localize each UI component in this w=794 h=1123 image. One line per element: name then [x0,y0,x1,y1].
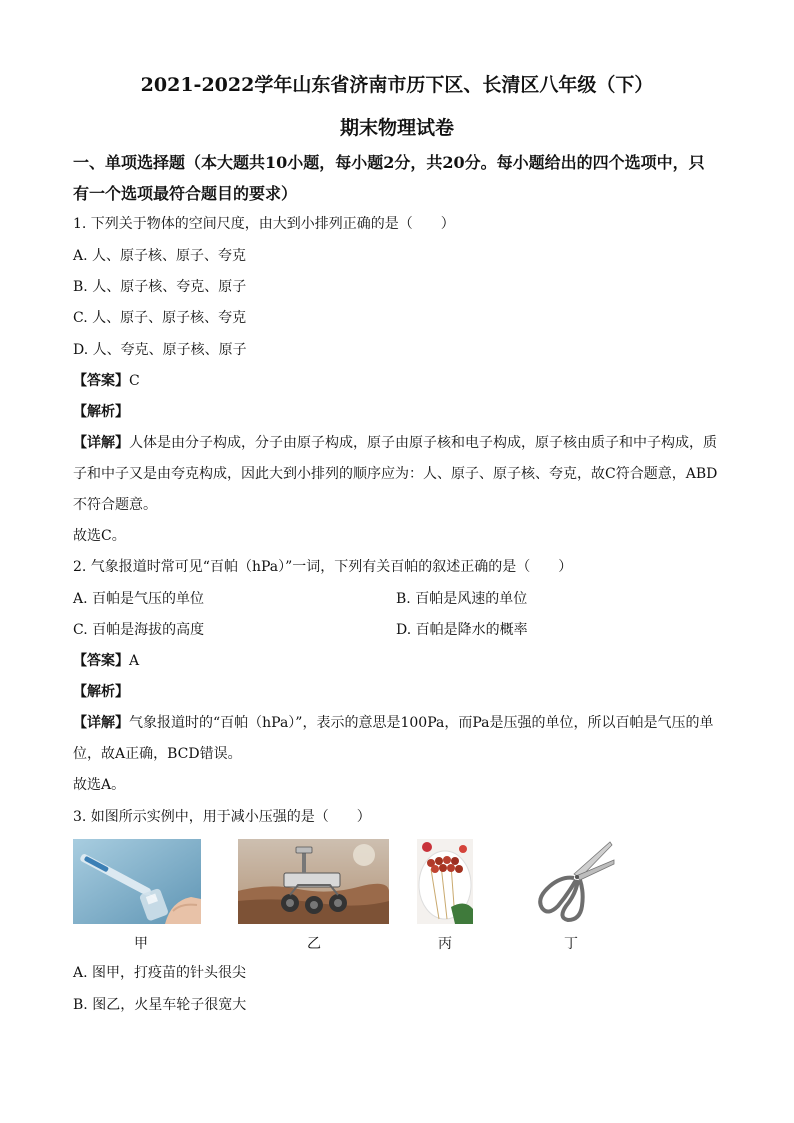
detail-tag: 【详解】 [73,715,129,731]
q1-option-b: B. 人、原子核、夸克、原子 [73,279,247,295]
q1-option-c: C. 人、原子、原子核、夸克 [73,310,247,326]
q2-option-d: D. 百帕是降水的概率 [396,622,528,638]
analysis-tag: 【解析】 [73,684,129,700]
image-caption-yi: 乙 [307,936,321,952]
section-heading-line2: 有一个选项最符合题目的要求） [73,184,298,203]
q3-option-b: B. 图乙，火星车轮子很宽大 [73,997,247,1013]
detail-text: 气象报道时的“百帕（hPa）”，表示的意思是100Pa，而Pa是压强的单位，所以百帕是气压的单 [129,715,714,731]
q1-analysis-tag [73,401,129,421]
q3-option-a: A. 图甲，打疫苗的针头很尖 [73,965,247,981]
detail-tag: 【详解】 [73,435,129,451]
scissors-image [528,836,618,926]
q1-detail-line1 [73,432,717,452]
vaccine-syringe-image [73,839,201,924]
q3-stem: 3. 如图所示实例中，用于减小压强的是（ ） [73,809,371,825]
q1-option-a: A. 人、原子核、原子、夸克 [73,248,247,264]
q2-option-a: A. 百帕是气压的单位 [73,591,205,607]
q1-stem: 1. 下列关于物体的空间尺度，由大到小排列正确的是（ ） [73,216,455,232]
answer-value: A [129,653,140,669]
document-title-line2: 期末物理试卷 [339,117,454,139]
answer-tag: 【答案】 [73,373,129,389]
mars-rover-image [238,839,389,924]
image-caption-bing: 丙 [438,936,452,952]
skewers-image [417,839,473,924]
q2-analysis-tag [73,681,129,701]
q1-detail-line2: 子和中子又是由夸克构成，因此大到小排列的顺序应为：人、原子、原子核、夸克，故C符合题意，ABD [73,466,718,482]
q1-conclusion: 故选C。 [73,528,126,544]
q2-detail-line1 [73,712,713,732]
q2-answer [73,650,139,670]
image-caption-jia: 甲 [134,936,148,952]
answer-tag: 【答案】 [73,653,129,669]
q2-conclusion: 故选A。 [73,777,126,793]
section-heading-line1: 一、单项选择题（本大题共10小题，每小题2分，共20分。每小题给出的四个选项中，只 [73,153,705,172]
q1-detail-line3: 不符合题意。 [73,497,157,513]
q1-option-d: D. 人、夸克、原子核、原子 [73,342,247,358]
image-caption-ding: 丁 [564,936,578,952]
q2-detail-line2: 位，故A正确，BCD错误。 [73,746,242,762]
answer-value: C [129,373,140,389]
q1-answer [73,370,140,390]
q2-option-b: B. 百帕是风速的单位 [396,591,528,607]
analysis-tag: 【解析】 [73,404,129,420]
document-title-line1: 2021-2022学年山东省济南市历下区、长清区八年级（下） [140,74,654,96]
detail-text: 人体是由分子构成，分子由原子构成，原子由原子核和电子构成，原子核由质子和中子构成，质 [129,435,717,451]
q2-stem: 2. 气象报道时常可见“百帕（hPa）”一词，下列有关百帕的叙述正确的是（ ） [73,559,573,575]
q2-option-c: C. 百帕是海拔的高度 [73,622,205,638]
